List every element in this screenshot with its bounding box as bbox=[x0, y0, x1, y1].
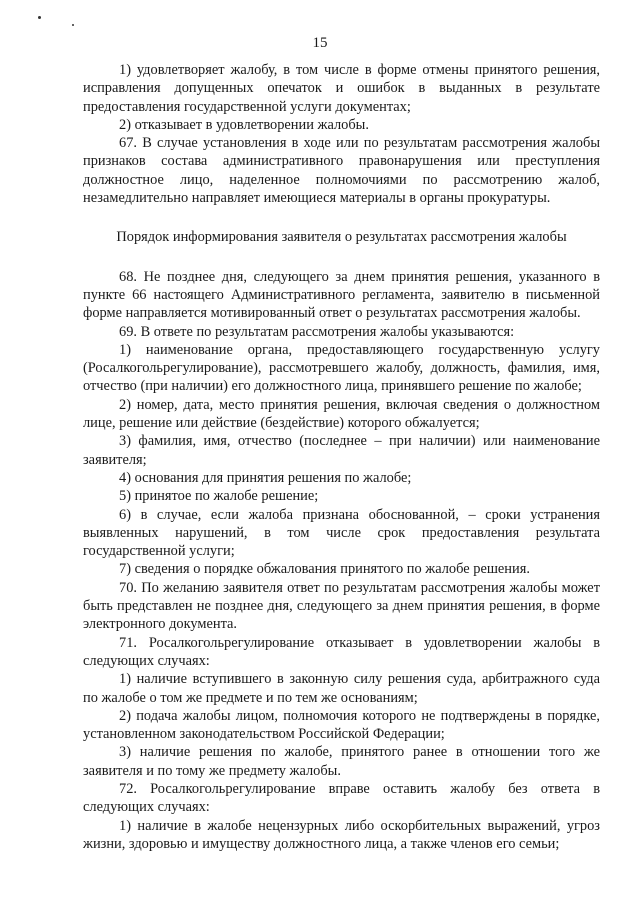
paragraph: 1) наличие в жалобе нецензурных либо оскорбительных выражений, угроз жизни, здоровью и имуществу должностного лица, а также членов его семьи; bbox=[83, 817, 600, 852]
scan-artifact bbox=[72, 24, 74, 26]
paragraph: 67. В случае установления в ходе или по результатам рассмотрения жалобы признаков состава административного правонарушения или преступления должностное лицо, наделенное полномочиями по рассмотрению жалоб, незамедлительно направляет имеющиеся материалы в органы прокуратуры. bbox=[83, 135, 600, 207]
paragraph: 2) номер, дата, место принятия решения, включая сведения о должностном лице, решение или действие (бездействие) которого обжалуется; bbox=[83, 396, 600, 432]
paragraph: 4) основания для принятия решения по жалобе; bbox=[119, 469, 412, 486]
paragraph: 3) фамилия, имя, отчество (последнее – при наличии) или наименование заявителя; bbox=[83, 433, 600, 468]
paragraph: 72. Росалкогольрегулирование вправе оставить жалобу без ответа в следующих случаях: bbox=[83, 780, 600, 816]
paragraph: 5) принятое по жалобе решение; bbox=[119, 488, 319, 505]
scan-artifact bbox=[38, 16, 41, 19]
paragraph: 70. По желанию заявителя ответ по результатам рассмотрения жалобы может быть представлен не позднее дня, следующего за днем принятия решения, в форме электронного документа. bbox=[83, 579, 600, 633]
document-body bbox=[83, 61, 600, 853]
paragraph: 68. Не позднее дня, следующего за днем принятия решения, указанного в пункте 66 настоящего Административного регламента, заявителю в письменной форме направляется мотивированный ответ о результатах рассмотрения жалобы. bbox=[83, 268, 600, 322]
paragraph: 1) наличие вступившего в законную силу решения суда, арбитражного суда по жалобе о том же предмете и по тем же основаниям; bbox=[83, 671, 600, 706]
paragraph: 71. Росалкогольрегулирование отказывает в удовлетворении жалобы в следующих случаях: bbox=[83, 634, 600, 669]
paragraph: 69. В ответе по результатам рассмотрения жалобы указываются: bbox=[119, 323, 515, 340]
paragraph: 7) сведения о порядке обжалования принятого по жалобе решения. bbox=[119, 561, 530, 578]
paragraph: 1) наименование органа, предоставляющего государственную услугу (Росалкогольрегулирование), рассмотревшего жалобу, должность, фамилия, имя, отчество (при наличии) его должностного лица, принявшего решение по жалобе; bbox=[83, 341, 600, 395]
paragraph: 1) удовлетворяет жалобу, в том числе в форме отмены принятого решения, исправления допущенных опечаток и ошибок в выданных в результате предоставления государственной услуги документах; bbox=[83, 62, 600, 115]
paragraph: 3) наличие решения по жалобе, принятого ранее в отношении того же заявителя и по тому же предмету жалобы. bbox=[83, 744, 600, 779]
paragraph: 6) в случае, если жалоба признана обоснованной, – сроки устранения выявленных нарушений, в том числе срок предоставления результата государственной услуги; bbox=[83, 506, 600, 560]
section-title: Порядок информирования заявителя о результатах рассмотрения жалобы bbox=[116, 229, 567, 246]
paragraph: 2) подача жалобы лицом, полномочия которого не подтверждены в порядке, установленном законодательством Российской Федерации; bbox=[83, 707, 600, 743]
paragraph: 2) отказывает в удовлетворении жалобы. bbox=[119, 116, 369, 133]
page-number: 15 bbox=[312, 35, 328, 51]
